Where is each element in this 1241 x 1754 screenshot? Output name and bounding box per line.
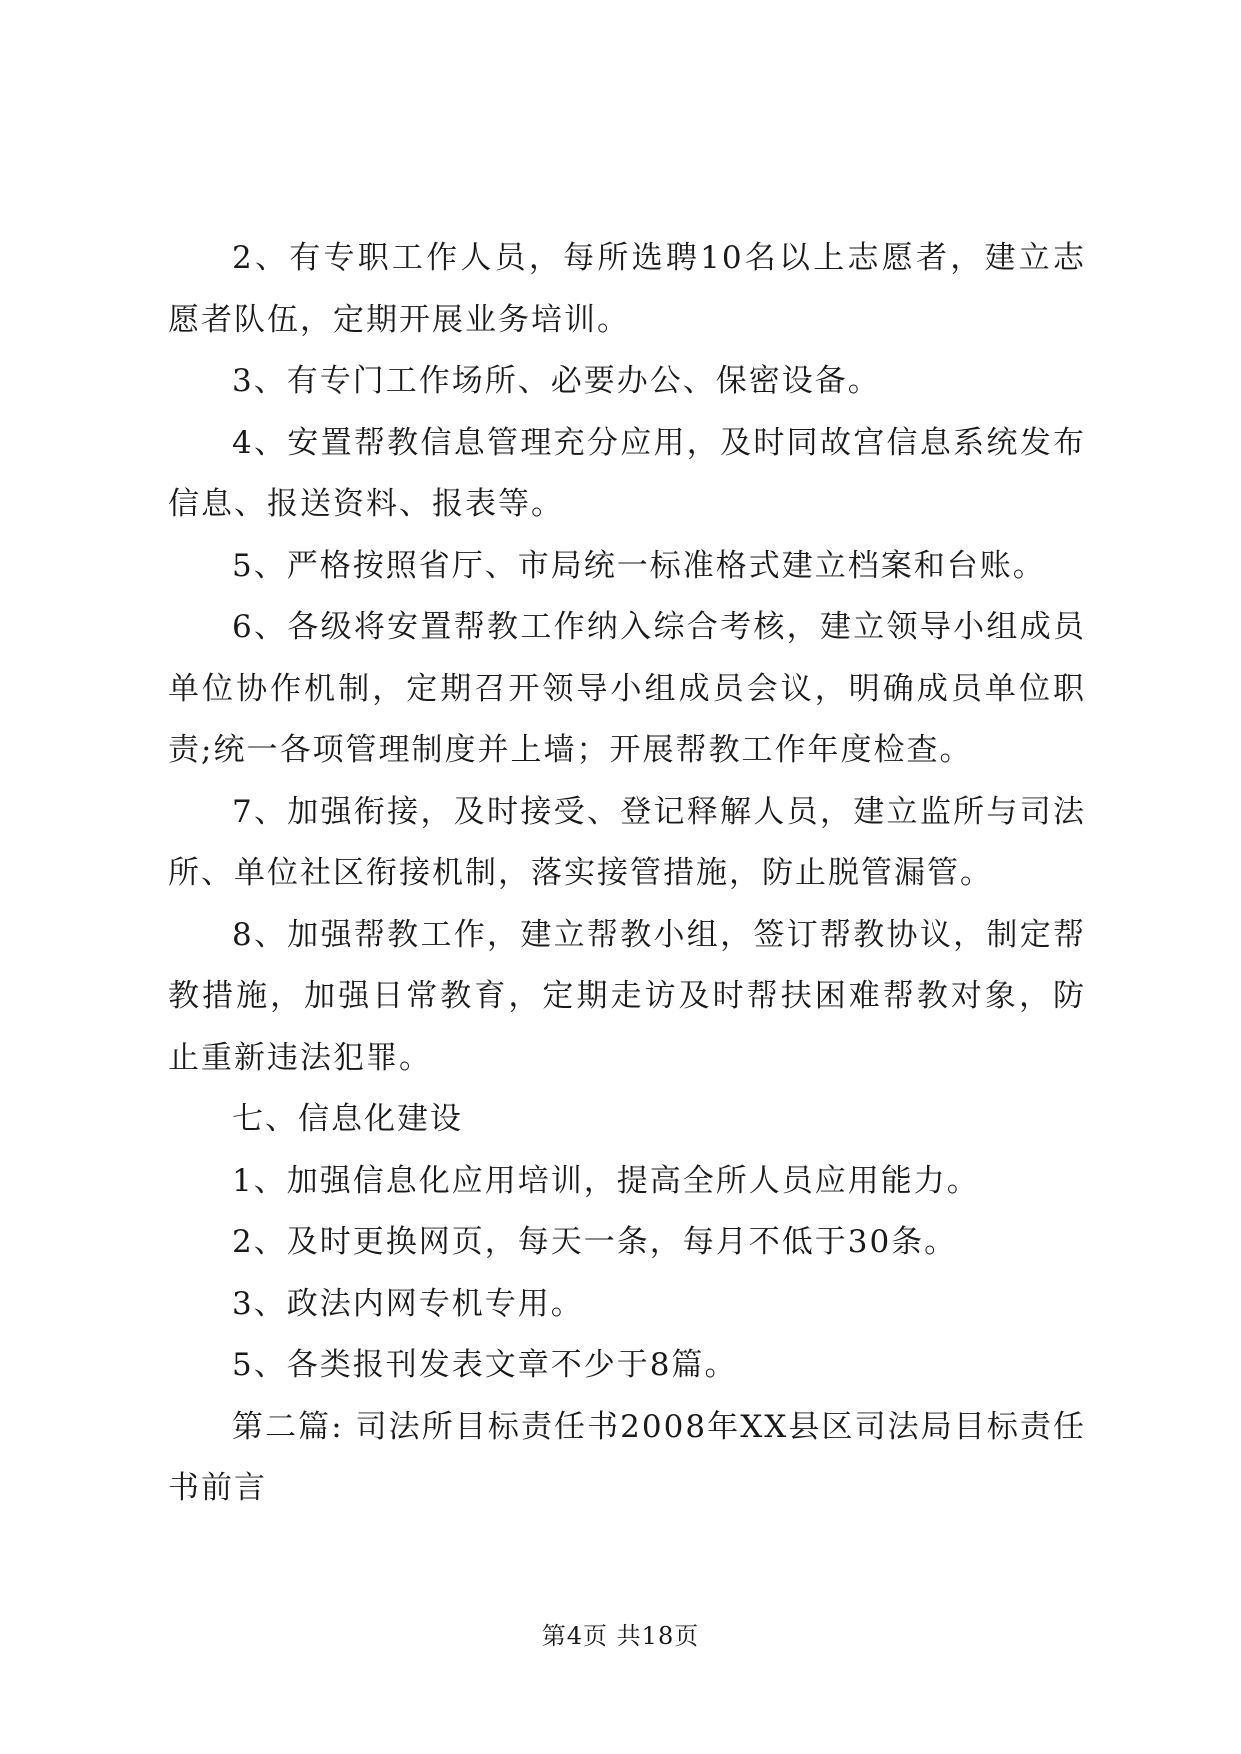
paragraph: 5、各类报刊发表文章不少于8篇。 [232, 1347, 738, 1383]
section-heading: 七、信息化建设 [232, 1101, 463, 1137]
paragraph: 6、各级将安置帮教工作纳入综合考核，建立领导小组成员单位协作机制，定期召开领导小组成员会议，明确成员单位职责;统一各项管理制度并上墙；开展帮教工作年度检查。 [168, 609, 1086, 768]
paragraph: 3、政法内网专机专用。 [232, 1285, 584, 1322]
paragraph: 4、安置帮教信息管理充分应用，及时同故宫信息系统发布信息、报送资料、报表等。 [168, 424, 1086, 522]
paragraph: 2、有专职工作人员，每所选聘10名以上志愿者，建立志愿者队伍，定期开展业务培训。 [168, 240, 1086, 338]
chapter-title: 第二篇: 司法所目标责任书2008年XX县区司法局目标责任书前言 [168, 1408, 1086, 1506]
paragraph: 5、严格按照省厅、市局统一标准格式建立档案和台账。 [232, 547, 1046, 584]
paragraph: 7、加强衔接，及时接受、登记释解人员，建立监所与司法所、单位社区衔接机制，落实接管措施，防止脱管漏管。 [168, 793, 1086, 891]
paragraph: 3、有专门工作场所、必要办公、保密设备。 [232, 363, 881, 399]
paragraph: 2、及时更换网页，每天一条，每月不低于30条。 [232, 1224, 958, 1260]
page-number-footer: 第4页 共18页 [541, 1622, 700, 1650]
paragraph: 8、加强帮教工作，建立帮教小组，签订帮教协议，制定帮教措施，加强日常教育，定期走访及时帮扶困难帮教对象，防止重新违法犯罪。 [168, 916, 1086, 1076]
paragraph: 1、加强信息化应用培训，提高全所人员应用能力。 [232, 1162, 980, 1199]
document-body [168, 228, 1086, 1520]
